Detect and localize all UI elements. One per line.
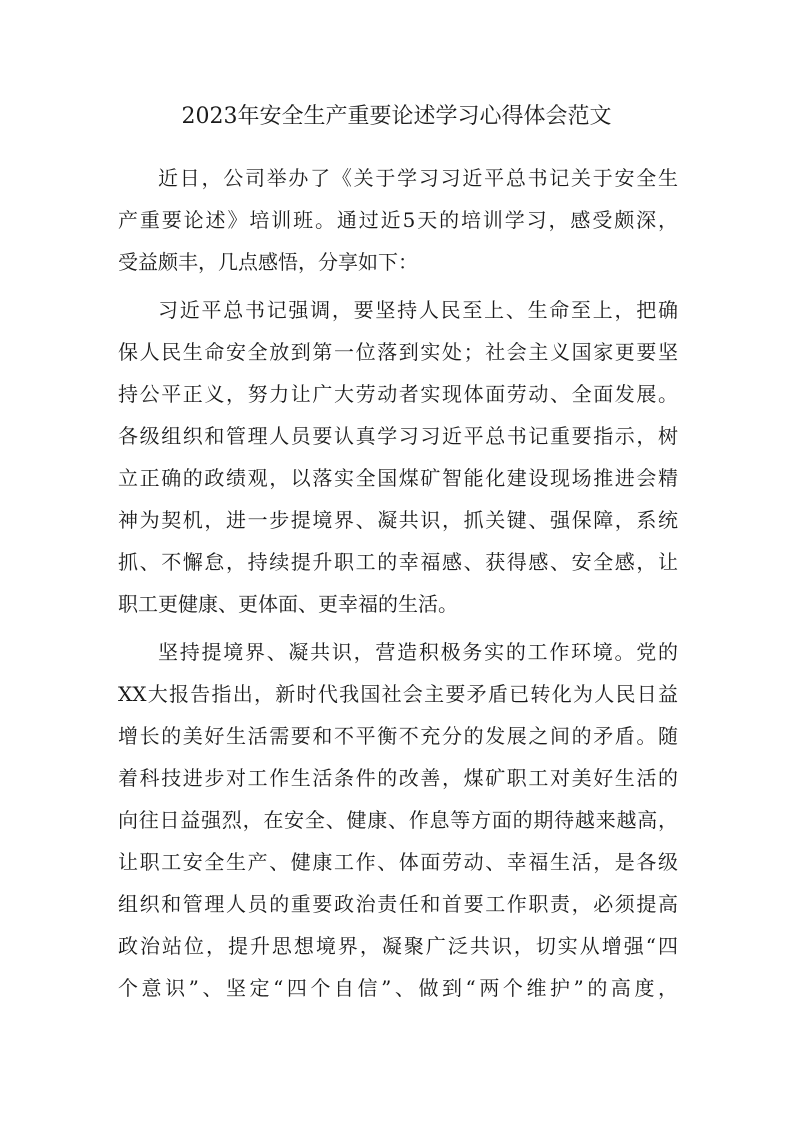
paragraph-2-line-3: 持公平正义，努力让广大劳动者实现体面劳动、全面发展。 xyxy=(118,382,678,406)
paragraph-2-line-1: 习近平总书记强调，要坚持人民至上、生命至上，把确 xyxy=(158,298,678,322)
paragraph-3-line-7: 组织和管理人员的重要政治责任和首要工作职责，必须提高 xyxy=(118,892,678,916)
paragraph-3-line-6: 让职工安全生产、健康工作、体面劳动、幸福生活，是各级 xyxy=(118,850,678,874)
paragraph-1-line-2: 产重要论述》培训班。通过近5天的培训学习，感受颇深， xyxy=(118,208,678,232)
paragraph-2-line-8: 职工更健康、更体面、更幸福的生活。 xyxy=(118,592,458,616)
paragraph-3-line-4: 着科技进步对工作生活条件的改善，煤矿职工对美好生活的 xyxy=(118,766,678,790)
paragraph-1-line-3: 受益颇丰，几点感悟，分享如下： xyxy=(118,250,418,274)
paragraph-2-line-7: 抓、不懈怠，持续提升职工的幸福感、获得感、安全感，让 xyxy=(118,550,678,574)
document-title: 2023年安全生产重要论述学习心得体会范文 xyxy=(181,104,612,129)
paragraph-3-line-8: 政治站位，提升思想境界，凝聚广泛共识，切实从增强“四 xyxy=(118,934,678,958)
paragraph-2-line-6: 神为契机，进一步提境界、凝共识，抓关键、强保障，系统 xyxy=(118,508,678,532)
paragraph-3-line-9: 个意识”、坚定“四个自信”、做到“两个维护”的高度， xyxy=(118,976,678,1000)
paragraph-2-line-4: 各级组织和管理人员要认真学习习近平总书记重要指示，树 xyxy=(118,424,678,448)
paragraph-2-line-2: 保人民生命安全放到第一位落到实处；社会主义国家更要坚 xyxy=(118,340,678,364)
paragraph-1-line-1: 近日，公司举办了《关于学习习近平总书记关于安全生 xyxy=(158,166,678,190)
paragraph-3-line-5: 向往日益强烈，在安全、健康、作息等方面的期待越来越高， xyxy=(118,808,678,832)
paragraph-3-line-2: XX大报告指出，新时代我国社会主要矛盾已转化为人民日益 xyxy=(118,682,678,706)
paragraph-2-line-5: 立正确的政绩观，以落实全国煤矿智能化建设现场推进会精 xyxy=(118,466,678,490)
paragraph-3-line-3: 增长的美好生活需要和不平衡不充分的发展之间的矛盾。随 xyxy=(118,724,678,748)
paragraph-3-line-1: 坚持提境界、凝共识，营造积极务实的工作环境。党的 xyxy=(158,640,678,664)
